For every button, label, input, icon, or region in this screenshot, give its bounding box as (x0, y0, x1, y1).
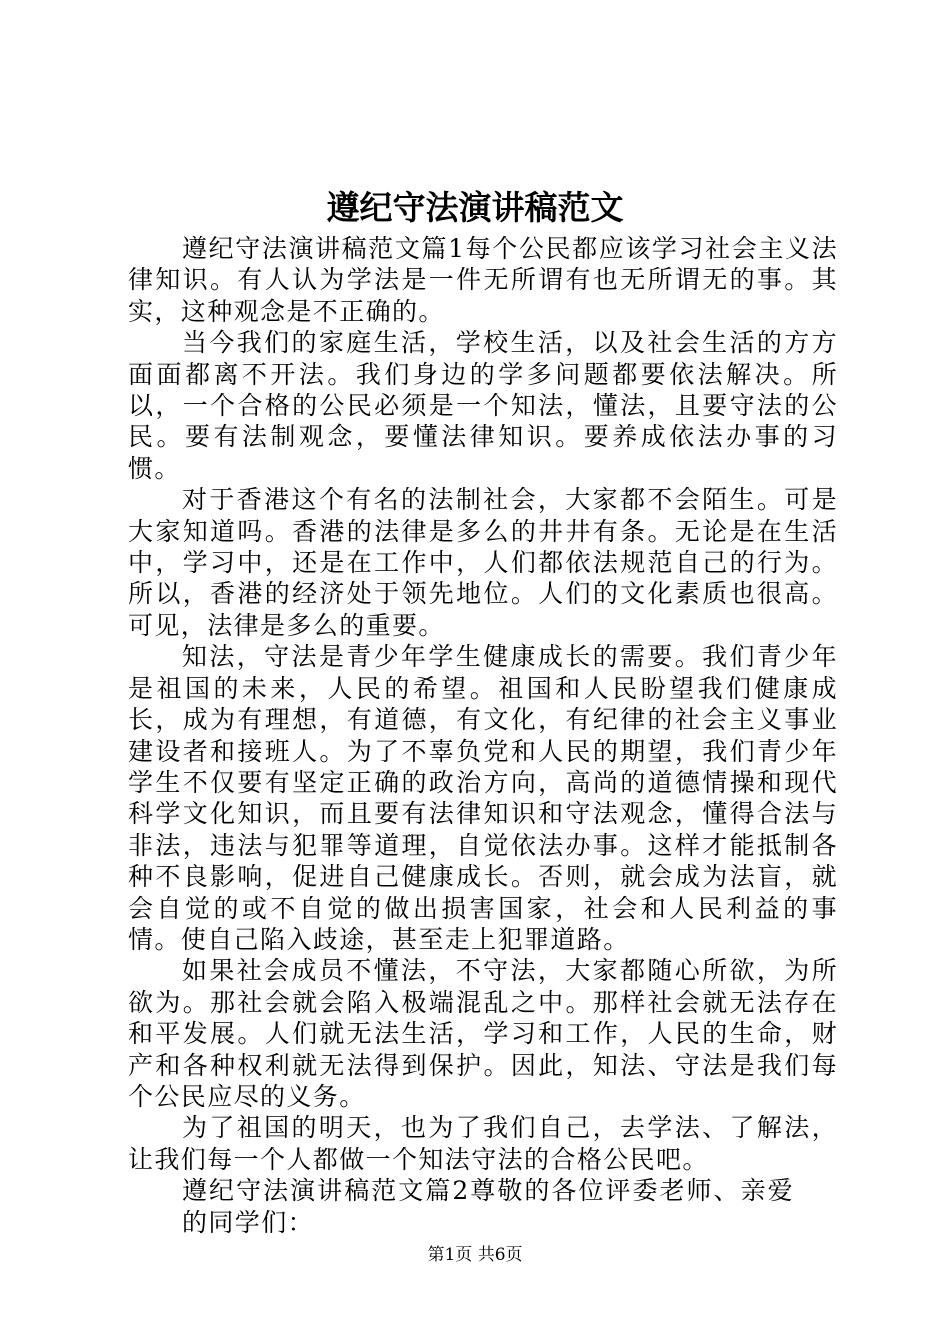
page-footer: 第1页 共6页 (427, 1245, 523, 1265)
paragraph-3: 对于香港这个有名的法制社会，大家都不会陌生。可是大家知道吗。香港的法律是多么的井井有条。无论是在生活中，学习中，还是在工作中，人们都依法规范自己的行为。所以，香港的经济处于领先地位。人们的文化素质也很高。可见，法律是多么的重要。 (128, 485, 838, 640)
paragraph-2: 当今我们的家庭生活，学校生活，以及社会生活的方方面面都离不开法。我们身边的学多问题都要依法解决。所以，一个合格的公民必须是一个知法，懂法，且要守法的公民。要有法制观念，要懂法律知识。要养成依法办事的习惯。 (128, 328, 838, 483)
paragraph-4: 知法，守法是青少年学生健康成长的需要。我们青少年是祖国的未来，人民的希望。祖国和人民盼望我们健康成长，成为有理想，有道德，有文化，有纪律的社会主义事业建设者和接班人。为了不辜负党和人民的期望，我们青少年学生不仅要有坚定正确的政治方向，高尚的道德情操和现代科学文化知识，而且要有法律知识和守法观念，懂得合法与非法，违法与犯罪等道理，自觉依法办事。这样才能抵制各种不良影响，促进自己健康成长。否则，就会成为法盲，就会自觉的或不自觉的做出损害国家，社会和人民利益的事情。使自己陷入歧途，甚至走上犯罪道路。 (128, 642, 838, 954)
paragraph-1: 遵纪守法演讲稿范文篇1每个公民都应该学习社会主义法律知识。有人认为学法是一件无所谓有也无所谓无的事。其实，这种观念是不正确的。 (128, 234, 838, 326)
paragraph-6: 为了祖国的明天，也为了我们自己，去学法、了解法，让我们每一个人都做一个知法守法的合格公民吧。 (128, 1113, 838, 1174)
paragraph-7: 遵纪守法演讲稿范文篇2尊敬的各位评委老师、亲爱的同学们： (182, 1176, 794, 1237)
document-body (128, 233, 838, 1238)
paragraph-5: 如果社会成员不懂法，不守法，大家都随心所欲，为所欲为。那社会就会陷入极端混乱之中。那样社会就无法存在和平发展。人们就无法生活，学习和工作，人民的生命，财产和各种权利就无法得到保护。因此，知法、守法是我们每个公民应尽的义务。 (128, 956, 838, 1111)
document-title: 遵纪守法演讲稿范文 (326, 188, 624, 227)
